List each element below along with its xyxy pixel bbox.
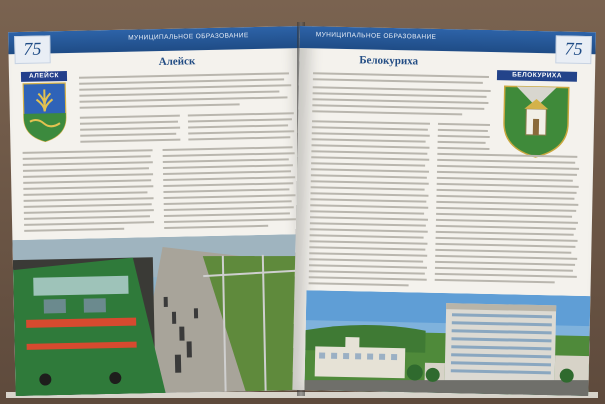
left-page-number: 75 [23, 38, 42, 59]
aleysk-crest-label: АЛЕЙСК [21, 71, 67, 82]
right-page-number-box [555, 35, 592, 64]
belokurikha-coat-of-arms [495, 70, 577, 160]
left-page-number-box [14, 35, 51, 64]
belokurikha-shield-icon [495, 82, 577, 160]
right-page [292, 26, 596, 396]
belokurikha-crest-label: БЕЛОКУРИХА [497, 70, 577, 82]
left-section-label: МУНИЦИПАЛЬНОЕ ОБРАЗОВАНИЕ [128, 32, 249, 42]
left-header-band [8, 26, 304, 54]
aleysk-shield-icon [21, 81, 68, 144]
right-town-name: Белокуриха [359, 54, 419, 68]
right-header-band [300, 26, 596, 54]
resort-hotel-illustration [304, 290, 590, 396]
train-platform-illustration [12, 234, 311, 396]
left-page [8, 26, 312, 396]
resort-buildings-photo [304, 290, 590, 396]
right-section-label: МУНИЦИПАЛЬНОЕ ОБРАЗОВАНИЕ [315, 31, 437, 41]
left-town-name: Алейск [158, 55, 196, 69]
train-station-photo [12, 234, 311, 396]
right-page-number: 75 [564, 38, 583, 59]
aleysk-coat-of-arms [21, 71, 68, 144]
